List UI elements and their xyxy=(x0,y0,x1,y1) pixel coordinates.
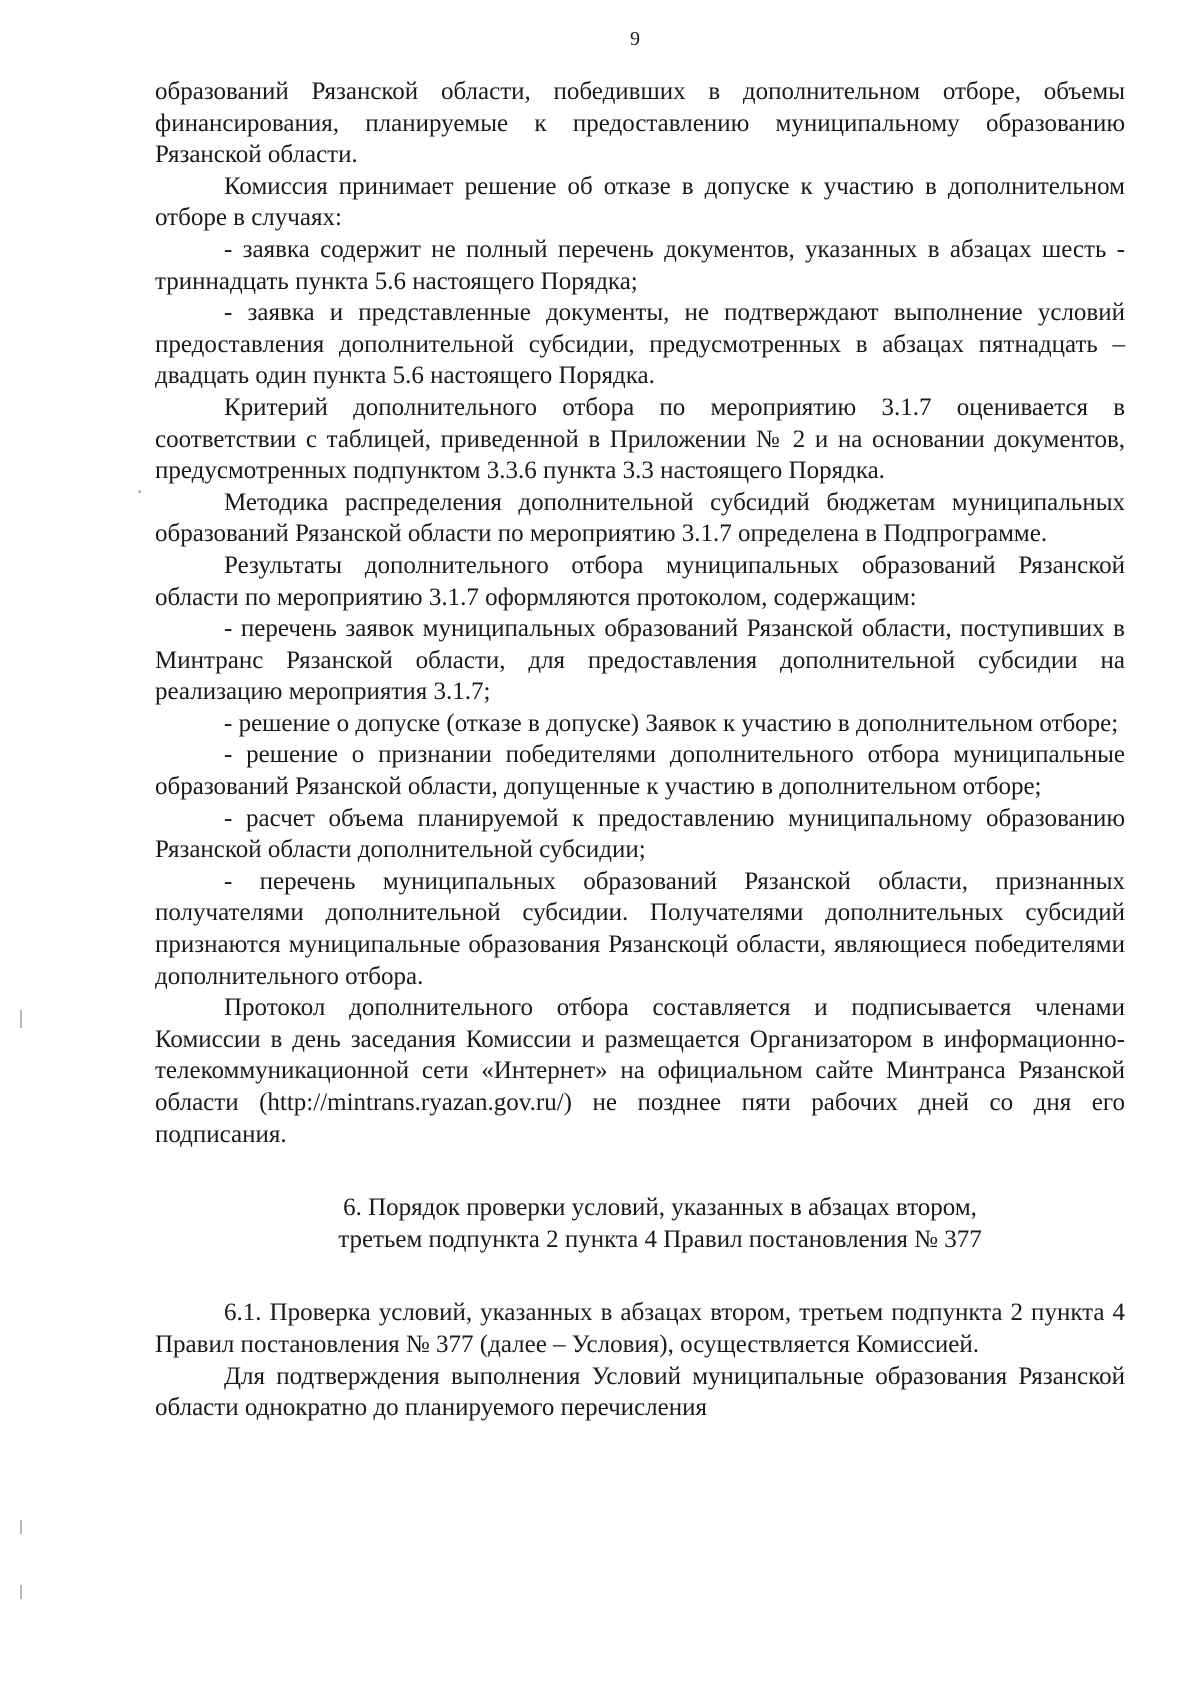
scan-artifact xyxy=(20,1010,22,1028)
section-heading-line: третьем подпункта 2 пункта 4 Правил постановления № 377 xyxy=(338,1225,982,1253)
scan-artifact xyxy=(20,1520,22,1534)
list-item: - перечень муниципальных образований Рязанской области, признанных получателями дополнительной субсидии. Получателями дополнительных субсидий признаются муниципальные образования Рязанскоцй области, являющиеся победителями дополнительного отбора. xyxy=(155,867,1125,990)
list-item: - расчет объема планируемой к предоставлению муниципальному образованию Рязанской области дополнительной субсидии; xyxy=(155,804,1125,864)
list-item: - решение о допуске (отказе в допуске) Заявок к участию в дополнительном отборе; xyxy=(224,709,1119,737)
list-item: - решение о признании победителями дополнительного отбора муниципальные образований Рязанской области, допущенные к участию в дополнительном отборе; xyxy=(155,741,1125,801)
list-item: - перечень заявок муниципальных образований Рязанской области, поступивших в Минтранс Рязанской области, для предоставления дополнительной субсидии на реализацию мероприятия 3.1.7; xyxy=(155,615,1125,706)
scan-artifact xyxy=(20,1585,22,1599)
paragraph: образований Рязанской области, победивших в дополнительном отборе, объемы финансирования, планируемые к предоставлению муниципальному образованию Рязанской области. xyxy=(155,78,1125,169)
paragraph: Критерий дополнительного отбора по мероприятию 3.1.7 оценивается в соответствии с таблицей, приведенной в Приложении № 2 и на основании документов, предусмотренных подпунктом 3.3.6 пункта 3.3 настоящего Порядка. xyxy=(155,393,1125,485)
paragraph: Результаты дополнительного отбора муниципальных образований Рязанской области по мероприятию 3.1.7 оформляются протоколом, содержащим: xyxy=(155,551,1125,611)
paragraph: Комиссия принимает решение об отказе в допуске к участию в дополнительном отборе в случаях: xyxy=(155,172,1125,232)
section-heading xyxy=(155,1192,1125,1255)
section-heading-line: 6. Порядок проверки условий, указанных в абзацах втором, xyxy=(343,1194,977,1222)
scan-artifact xyxy=(138,490,141,493)
paragraph: 6.1. Проверка условий, указанных в абзацах втором, третьем подпункта 2 пункта 4 Правил постановления № 377 (далее – Условия), осуществляется Комиссией. xyxy=(155,1299,1125,1358)
paragraph: Протокол дополнительного отбора составляется и подписывается членами Комиссии в день заседания Комиссии и размещается Организатором в информационно-телекоммуникационной сети «Интернет» на официальном сайте Минтранса Рязанской области (http://mintrans.ryazan.gov.ru/) не позднее пяти рабочих дней со дня его подписания. xyxy=(155,994,1125,1148)
paragraph: Для подтверждения выполнения Условий муниципальные образования Рязанской области однократно до планируемого перечисления xyxy=(155,1362,1125,1422)
list-item: - заявка содержит не полный перечень документов, указанных в абзацах шесть - триннадцать пункта 5.6 настоящего Порядка; xyxy=(155,235,1125,295)
document-body xyxy=(155,76,1125,1424)
list-item: - заявка и представленные документы, не подтверждают выполнение условий предоставления дополнительной субсидии, предусмотренных в абзацах пятнадцать – двадцать один пункта 5.6 настоящего Порядка. xyxy=(155,299,1125,390)
paragraph: Методика распределения дополнительной субсидий бюджетам муниципальных образований Рязанской области по мероприятию 3.1.7 определена в Подпрограмме. xyxy=(155,488,1125,548)
page-number: 9 xyxy=(630,28,640,50)
